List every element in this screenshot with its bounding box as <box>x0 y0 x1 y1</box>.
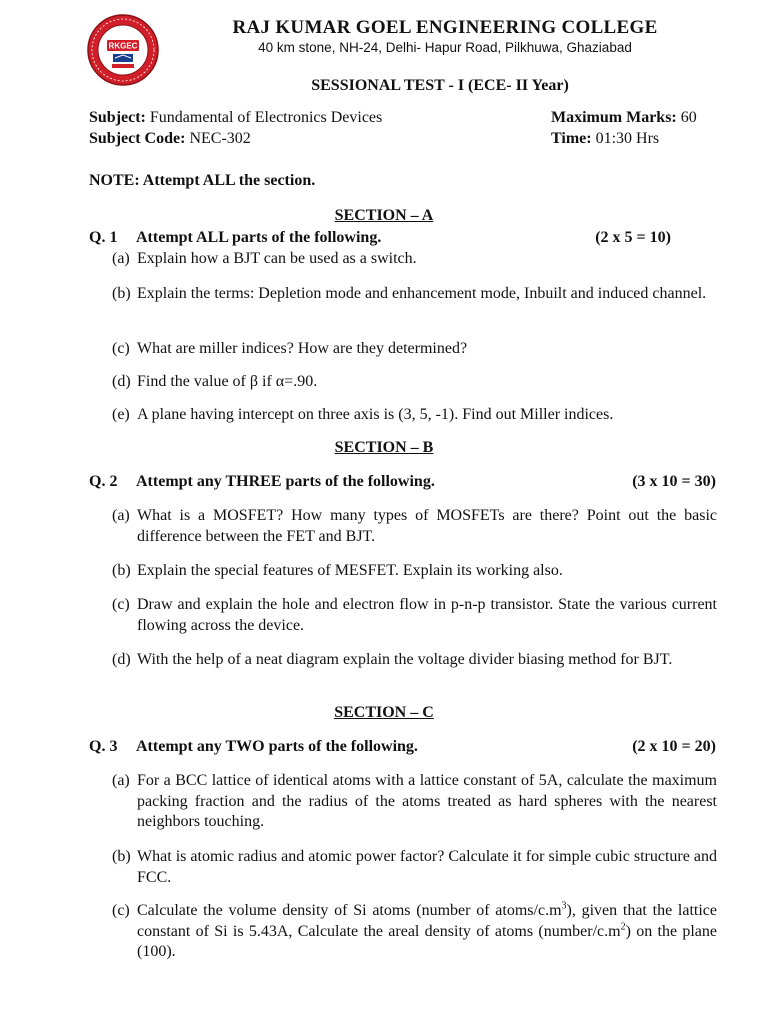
section-b-title: SECTION – B <box>334 439 434 456</box>
subject-code-line <box>89 130 251 148</box>
question-part <box>112 561 717 582</box>
question-number: Q. 3 <box>89 738 118 755</box>
question-instruction: Attempt any TWO parts of the following. <box>136 738 418 755</box>
question-marks: (2 x 5 = 10) <box>595 229 671 246</box>
part-text-segment: ) on the plane (100). <box>137 922 717 960</box>
logo-text: RKGEC <box>108 41 138 51</box>
test-title: SESSIONAL TEST - I (ECE- II Year) <box>311 77 569 94</box>
time-line <box>551 130 659 148</box>
part-text: Explain the special features of MESFET. Explain its working also. <box>137 562 563 579</box>
max-marks-value: 60 <box>680 109 697 126</box>
question-marks: (2 x 10 = 20) <box>632 738 716 755</box>
part-label: (a) <box>112 772 130 789</box>
superscript: 3 <box>561 900 567 912</box>
question-marks: (3 x 10 = 30) <box>632 473 716 490</box>
question-part <box>112 650 717 671</box>
question-1 <box>0 229 768 249</box>
college-logo <box>86 13 160 87</box>
part-text: For a BCC lattice of identical atoms with a lattice constant of 5A, calculate the maximum packing fraction and the radius of the atoms treated as hard spheres with the nearest neighbors touching. <box>137 772 717 830</box>
part-text-segment: Calculate the volume density of Si atoms (number of atoms/c.m <box>137 902 562 919</box>
part-label: (b) <box>112 848 131 865</box>
question-part <box>112 405 717 426</box>
question-instruction: Attempt ALL parts of the following. <box>136 229 382 246</box>
part-text: Explain how a BJT can be used as a switch. <box>137 250 417 267</box>
part-text: A plane having intercept on three axis is (3, 5, -1). Find out Miller indices. <box>137 406 614 423</box>
part-text: With the help of a neat diagram explain the voltage divider biasing method for BJT. <box>137 651 673 668</box>
college-seal-icon <box>86 13 160 87</box>
question-number: Q. 2 <box>89 473 118 490</box>
question-part <box>112 249 717 270</box>
part-label: (d) <box>112 651 131 668</box>
question-part <box>112 284 717 305</box>
question-number: Q. 1 <box>89 229 118 246</box>
subject-value: Fundamental of Electronics Devices <box>149 109 383 126</box>
question-part <box>112 901 717 963</box>
part-label: (e) <box>112 406 130 423</box>
part-text: What are miller indices? How are they determined? <box>137 340 468 357</box>
question-part <box>112 595 717 636</box>
part-label: (c) <box>112 340 130 357</box>
question-part <box>112 372 717 393</box>
part-label: (c) <box>112 902 130 919</box>
superscript: 2 <box>620 921 626 933</box>
part-text: Draw and explain the hole and electron flow in p-n-p transistor. State the various current flowing across the device. <box>137 596 717 634</box>
part-label: (b) <box>112 285 131 302</box>
question-part <box>112 339 717 360</box>
part-label: (a) <box>112 507 130 524</box>
question-instruction: Attempt any THREE parts of the following. <box>136 473 435 490</box>
section-c-title: SECTION – C <box>334 704 434 721</box>
part-text: What is atomic radius and atomic power factor? Calculate it for simple cubic structure and FCC. <box>137 848 717 886</box>
part-text <box>137 901 717 963</box>
time-value: 01:30 Hrs <box>595 130 660 147</box>
question-part <box>112 506 717 547</box>
subject-code-value: NEC-302 <box>189 130 251 147</box>
question-part <box>112 847 717 888</box>
question-3 <box>0 738 768 758</box>
part-text: Explain the terms: Depletion mode and enhancement mode, Inbuilt and induced channel. <box>137 285 707 302</box>
part-text: Find the value of β if α=.90. <box>137 373 318 390</box>
college-address: 40 km stone, NH-24, Delhi- Hapur Road, Pilkhuwa, Ghaziabad <box>258 40 632 55</box>
question-2 <box>0 473 768 493</box>
part-label: (c) <box>112 596 130 613</box>
part-text: What is a MOSFET? How many types of MOSFETs are there? Point out the basic difference between the FET and BJT. <box>137 507 717 545</box>
subject-line <box>89 109 382 127</box>
time-label: Time: <box>551 130 592 147</box>
subject-code-label: Subject Code: <box>89 130 186 147</box>
part-label: (d) <box>112 373 131 390</box>
part-label: (b) <box>112 562 131 579</box>
subject-label: Subject: <box>89 109 146 126</box>
part-text-segment: ), given that the lattice constant of Si is 5.43A, Calculate the areal density of atoms (number/c.m <box>137 902 717 940</box>
note: NOTE: Attempt ALL the section. <box>89 172 316 189</box>
max-marks-line <box>551 109 697 127</box>
part-label: (a) <box>112 250 130 267</box>
section-a-title: SECTION – A <box>334 207 434 224</box>
college-name: RAJ KUMAR GOEL ENGINEERING COLLEGE <box>232 17 658 38</box>
question-part <box>112 771 717 833</box>
max-marks-label: Maximum Marks: <box>551 109 677 126</box>
